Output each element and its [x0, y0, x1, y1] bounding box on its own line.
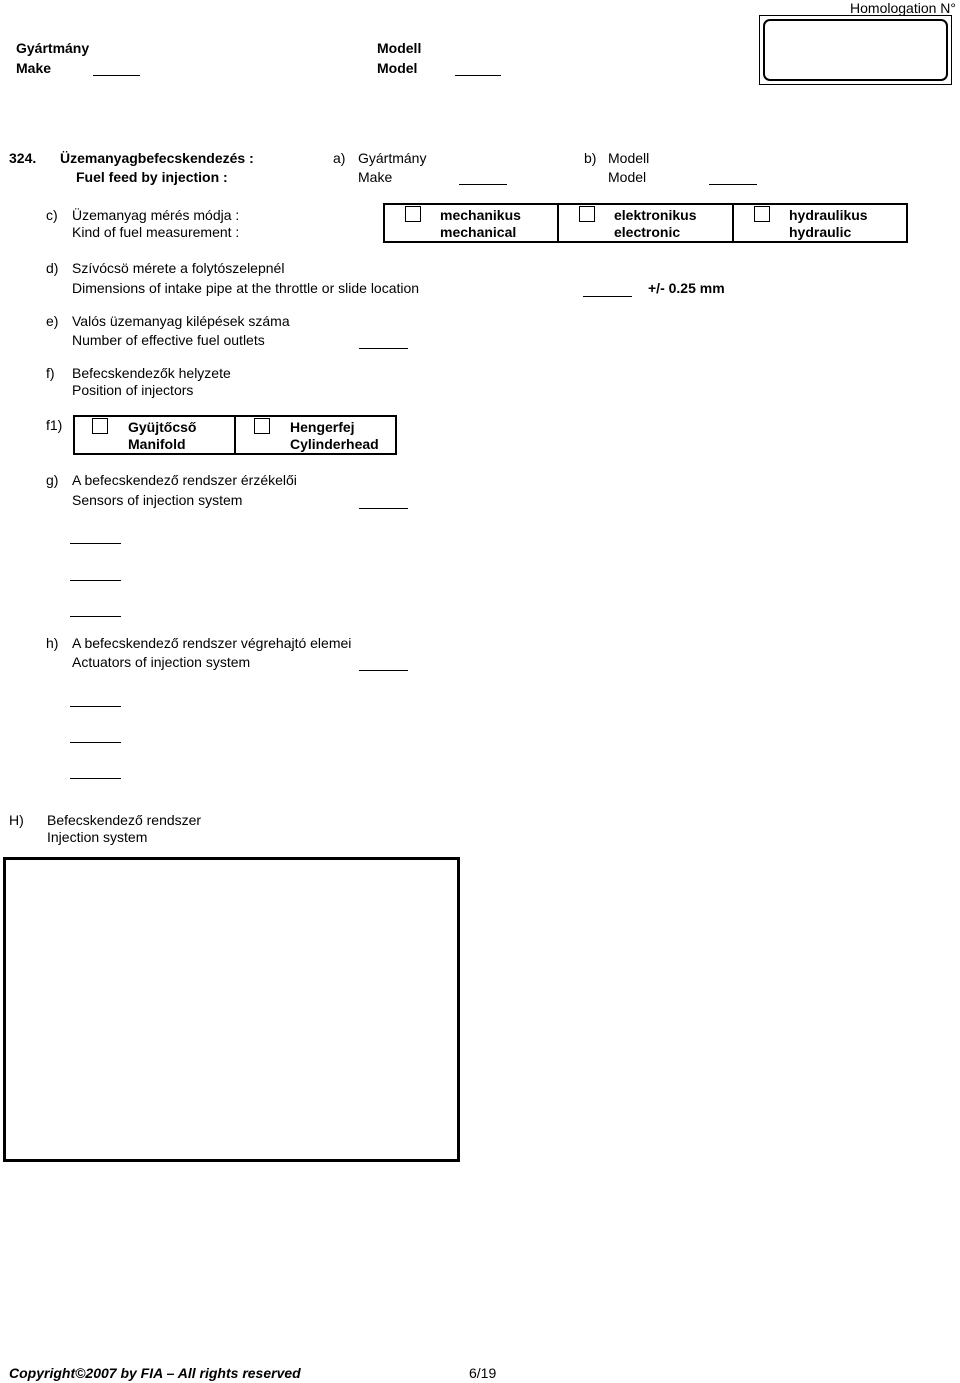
homologation-number-box	[759, 15, 952, 85]
option-manifold-label-hu: Gyüjtőcső	[128, 419, 197, 435]
sensors-field	[359, 492, 408, 509]
option-manifold-label	[128, 419, 196, 453]
item-c-label-en: Kind of fuel measurement :	[72, 224, 240, 240]
fuel-measurement-options	[383, 203, 908, 243]
item-H-label-hu: Befecskendező rendszer	[47, 812, 202, 828]
item-a-label-hu: Gyártmány	[358, 150, 427, 166]
option-mechanical-label-hu: mechanikus	[440, 207, 521, 223]
intake-pipe-tolerance: +/- 0.25 mm	[648, 280, 725, 296]
option-mechanical-label-en: mechanical	[440, 224, 517, 240]
header-make-label-en: Make	[16, 60, 52, 76]
option-mechanical	[385, 205, 559, 241]
item-g-label-en: Sensors of injection system	[72, 492, 243, 508]
item-h-label-hu: A befecskendező rendszer végrehajtó elemei	[72, 635, 352, 651]
option-hydraulic-label	[789, 207, 868, 241]
option-cylinderhead-label	[290, 419, 379, 453]
item-g-label-hu: A befecskendező rendszer érzékelői	[72, 472, 297, 488]
item-H-label-en: Injection system	[47, 829, 148, 845]
item-f-letter: f)	[46, 365, 55, 381]
sensors-field	[70, 564, 121, 581]
item-b-letter: b)	[584, 150, 597, 166]
option-manifold-label-en: Manifold	[128, 436, 186, 452]
actuators-field	[70, 726, 121, 743]
actuators-field	[70, 762, 121, 779]
item-e-label-en: Number of effective fuel outlets	[72, 332, 265, 348]
sensors-field	[70, 527, 121, 544]
item-h-label-en: Actuators of injection system	[72, 654, 251, 670]
header-model-label-en: Model	[377, 60, 418, 76]
item-d-label-en: Dimensions of intake pipe at the throttle or slide location	[72, 280, 420, 296]
homologation-number-field	[763, 19, 948, 81]
option-cylinderhead	[236, 417, 395, 453]
item-d-label-hu: Szívócsö mérete a folytószelepnél	[72, 260, 285, 276]
footer-copyright: Copyright©2007 by FIA – All rights reserved	[9, 1365, 301, 1381]
item-c-label-hu: Üzemanyag mérés módja :	[72, 207, 240, 223]
item-a-letter: a)	[333, 150, 346, 166]
option-electronic-label-hu: elektronikus	[614, 207, 697, 223]
item-e-label-hu: Valós üzemanyag kilépések száma	[72, 313, 290, 329]
mechanical-checkbox	[405, 206, 421, 222]
item-g-letter: g)	[46, 472, 59, 488]
item-f-label-hu: Befecskendezők helyzete	[72, 365, 231, 381]
item-f1-letter: f1)	[46, 417, 63, 433]
cylinderhead-checkbox	[254, 418, 270, 434]
item-b-model-field	[709, 168, 757, 185]
electronic-checkbox	[579, 206, 595, 222]
header-make-label-hu: Gyártmány	[16, 40, 90, 56]
injector-position-options	[73, 415, 397, 455]
item-e-letter: e)	[46, 313, 59, 329]
injection-system-photo-box	[3, 857, 460, 1162]
option-hydraulic-label-hu: hydraulikus	[789, 207, 868, 223]
option-hydraulic-label-en: hydraulic	[789, 224, 852, 240]
manifold-checkbox	[92, 418, 108, 434]
hydraulic-checkbox	[754, 206, 770, 222]
actuators-field	[359, 654, 408, 671]
item-d-letter: d)	[46, 260, 59, 276]
item-b-label-hu: Modell	[608, 150, 650, 166]
item-f-label-en: Position of injectors	[72, 382, 194, 398]
item-c-letter: c)	[46, 207, 58, 223]
section-number: 324.	[9, 150, 37, 166]
option-mechanical-label	[440, 207, 521, 241]
option-cylinderhead-label-hu: Hengerfej	[290, 419, 355, 435]
option-manifold	[75, 417, 236, 453]
header-model-field	[455, 59, 501, 76]
section-title-en: Fuel feed by injection :	[76, 169, 228, 185]
sensors-field	[70, 600, 121, 617]
header-make-field	[93, 59, 140, 76]
header-model-label-hu: Modell	[377, 40, 422, 56]
intake-pipe-dimension-field	[583, 280, 632, 297]
item-h-letter: h)	[46, 635, 59, 651]
item-a-make-field	[459, 168, 507, 185]
option-hydraulic	[734, 205, 906, 241]
fuel-outlets-field	[359, 332, 408, 349]
option-electronic-label-en: electronic	[614, 224, 681, 240]
item-H-letter: H)	[9, 812, 24, 828]
homologation-number-label: Homologation N°	[850, 0, 956, 16]
option-electronic-label	[614, 207, 696, 241]
item-b-label-en: Model	[608, 169, 647, 185]
section-title-hu: Üzemanyagbefecskendezés :	[60, 150, 254, 166]
actuators-field	[70, 690, 121, 707]
footer-page-number: 6/19	[469, 1365, 497, 1381]
option-electronic	[559, 205, 734, 241]
option-cylinderhead-label-en: Cylinderhead	[290, 436, 379, 452]
item-a-label-en: Make	[358, 169, 393, 185]
